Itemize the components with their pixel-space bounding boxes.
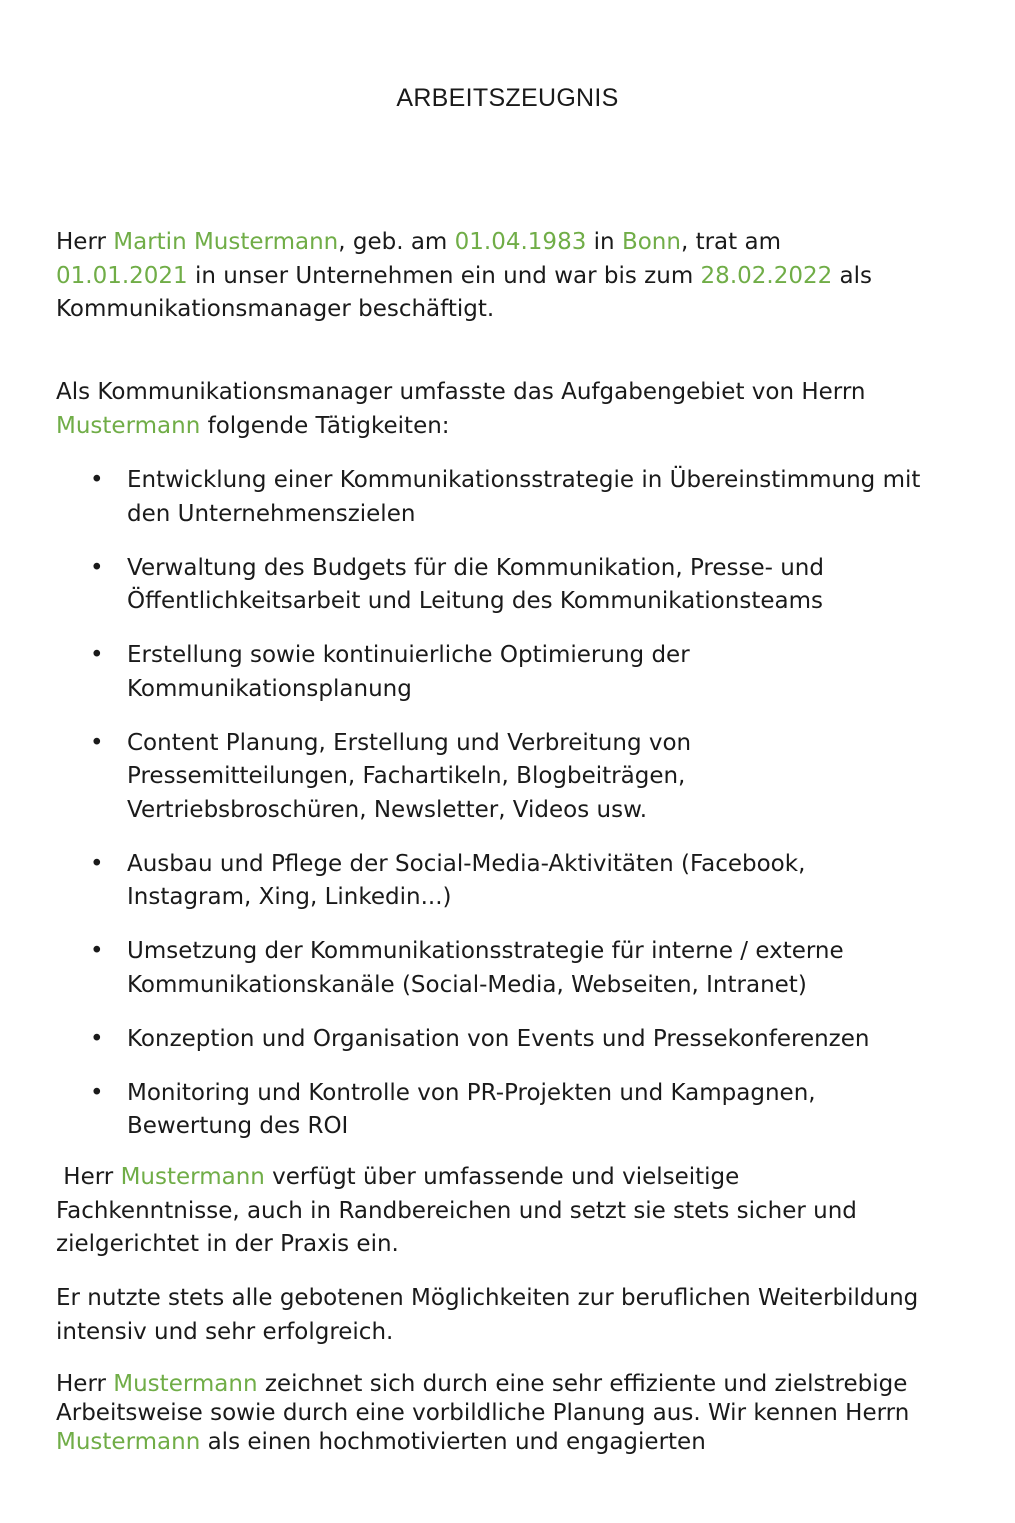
employee-name: Martin Mustermann — [113, 229, 339, 255]
list-item: • Erstellung sowie kontinuierliche Optimierung der Kommunikationsplanung — [56, 639, 966, 706]
employee-surname: Mustermann — [56, 1429, 201, 1455]
list-item: • Ausbau und Pflege der Social-Media-Aktivitäten (Facebook, Instagram, Xing, Linkedin...) — [56, 848, 966, 915]
bullet-icon: • — [90, 729, 104, 756]
closing-paragraph: Herr Mustermann zeichnet sich durch eine sehr effiziente und zielstrebige Arbeitsweise sowie durch eine vorbildliche Planung aus. Wir kennen Herrn Mustermann als einen hochmotivierten und engagierten — [56, 1371, 910, 1455]
duties-intro-line: Als Kommunikationsmanager umfasste das Aufgabengebiet von Herrn — [56, 379, 866, 405]
list-item: • Konzeption und Organisation von Events und Pressekonferenzen — [56, 1023, 966, 1057]
list-item: • Content Planung, Erstellung und Verbreitung von Pressemitteilungen, Fachartikeln, Blogbeiträgen, Vertriebsbroschüren, Newsletter, Videos usw. — [56, 727, 966, 828]
bullet-icon: • — [90, 642, 104, 668]
bullet-icon: • — [90, 467, 104, 493]
training-paragraph: Er nutzte stets alle gebotenen Möglichkeiten zur beruflichen Weiterbildung intensiv und sehr erfolgreich. — [56, 1285, 919, 1345]
intro-paragraph: Herr Martin Mustermann, geb. am 01.04.1983 in Bonn, trat am 01.01.2021 in unser Unternehmen ein und war bis zum 28.02.2022 als Kommunikationsmanager beschäftigt. — [56, 229, 873, 322]
bullet-icon: • — [90, 554, 104, 581]
duties-intro-paragraph: Als Kommunikationsmanager umfasste das Aufgabengebiet von Herrn Mustermann folgende Tätigkeiten: — [56, 376, 966, 443]
bullet-icon: • — [90, 1079, 104, 1106]
end-date: 28.02.2022 — [700, 262, 833, 289]
list-item: • Verwaltung des Budgets für die Kommunikation, Presse- und Öffentlichkeitsarbeit und Leitung des Kommunikationsteams — [56, 552, 966, 619]
skills-paragraph: Herr Mustermann verfügt über umfassende und vielseitige Fachkenntnisse, auch in Randbereichen und setzt sie stets sicher und zielgerichtet in der Praxis ein. — [56, 1164, 857, 1257]
document-title: ARBEITSZEUGNIS — [396, 84, 619, 112]
list-item: • Monitoring und Kontrolle von PR-Projekten und Kampagnen, Bewertung des ROI — [56, 1077, 966, 1144]
birth-place: Bonn — [621, 229, 681, 255]
birth-date: 01.04.1983 — [454, 229, 587, 255]
bullet-icon: • — [90, 850, 104, 877]
employee-surname: Mustermann — [113, 1371, 258, 1397]
duties-list — [56, 464, 966, 1164]
start-date: 01.01.2021 — [56, 262, 188, 289]
bullet-icon: • — [90, 938, 104, 964]
employee-surname: Mustermann — [120, 1164, 265, 1190]
list-item: • Umsetzung der Kommunikationsstrategie für interne / externe Kommunikationskanäle (Social-Media, Webseiten, Intranet) — [56, 935, 966, 1002]
bullet-icon: • — [90, 1025, 104, 1052]
list-item: • Entwicklung einer Kommunikationsstrategie in Übereinstimmung mit den Unternehmenszielen — [56, 464, 966, 531]
employee-surname: Mustermann — [56, 412, 201, 439]
